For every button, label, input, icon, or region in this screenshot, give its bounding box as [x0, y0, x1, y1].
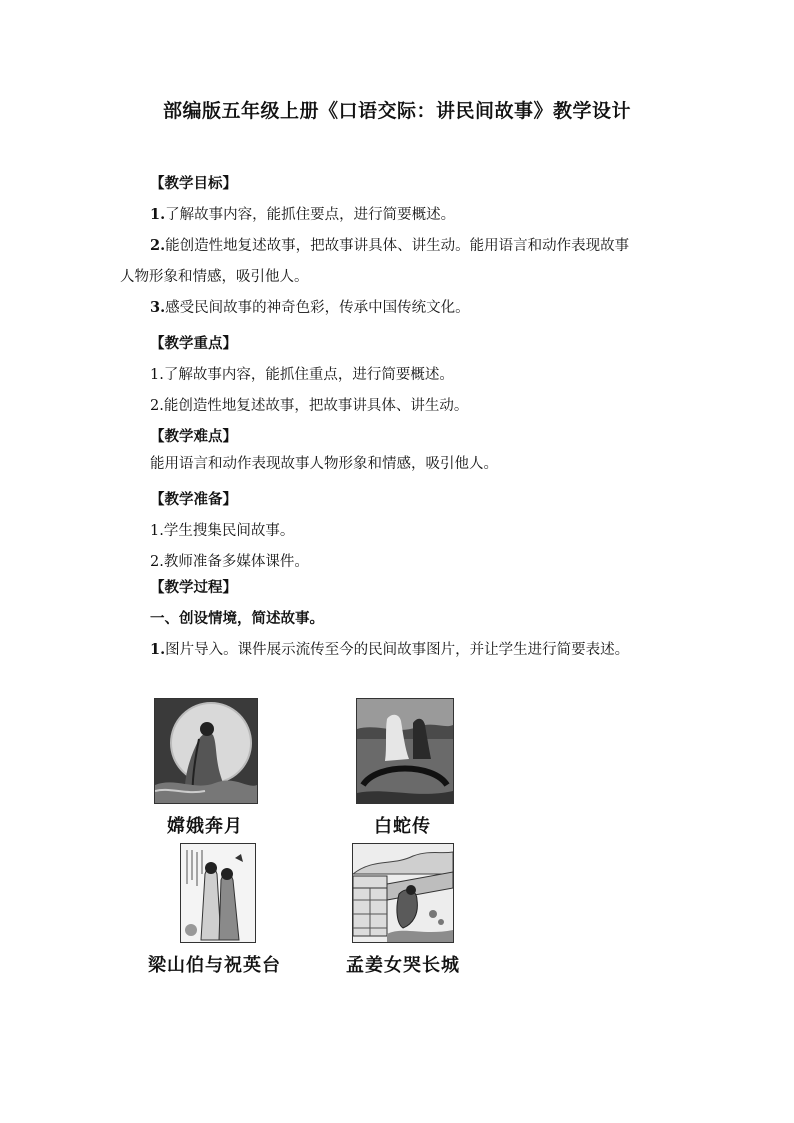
goal-item-1-num: 1.: [150, 206, 166, 223]
chang-e-moon-illustration: [154, 698, 258, 804]
goals-heading: 【教学目标】: [150, 176, 237, 192]
caption-chang-e: 嫦娥奔月: [167, 816, 243, 837]
goal-item-1-text: 了解故事内容，能抓住要点，进行简要概述。: [165, 207, 456, 223]
goal-item-2: [150, 234, 629, 255]
preparation-heading: 【教学准备】: [150, 492, 237, 508]
goal-item-3: [150, 296, 470, 317]
preparation-item-2: 2.教师准备多媒体课件。: [150, 554, 309, 570]
goal-item-1: [150, 203, 455, 224]
caption-meng-jiangnu: 孟姜女哭长城: [346, 955, 460, 976]
preparation-item-1: 1.学生搜集民间故事。: [150, 523, 295, 539]
difficulty-heading: 【教学难点】: [150, 429, 237, 445]
goal-item-3-num: 3.: [150, 299, 166, 316]
goal-item-2-text: 能创造性地复述故事，把故事讲具体、讲生动。能用语言和动作表现故事: [165, 238, 630, 254]
key-point-item-2: 2.能创造性地复述故事，把故事讲具体、讲生动。: [150, 398, 469, 414]
meng-jiangnu-great-wall-illustration: [352, 843, 454, 943]
process-step-1-text: 图片导入。课件展示流传至今的民间故事图片，并让学生进行简要表述。: [165, 642, 630, 658]
white-snake-illustration: [356, 698, 454, 804]
goal-item-3-text: 感受民间故事的神奇色彩，传承中国传统文化。: [165, 300, 470, 316]
goal-item-2-num: 2.: [150, 237, 166, 254]
key-point-item-1: 1.了解故事内容，能抓住重点，进行简要概述。: [150, 367, 454, 383]
liang-zhu-illustration: [180, 843, 256, 943]
caption-white-snake: 白蛇传: [374, 816, 431, 837]
document-title: 部编版五年级上册《口语交际：讲民间故事》教学设计: [162, 100, 631, 122]
process-step-1: [150, 638, 629, 659]
process-section-1: 一、创设情境，简述故事。: [150, 611, 324, 627]
difficulty-text: 能用语言和动作表现故事人物形象和情感，吸引他人。: [150, 456, 498, 472]
key-points-heading: 【教学重点】: [150, 336, 237, 352]
caption-liang-zhu: 梁山伯与祝英台: [148, 955, 281, 976]
goal-item-2-continuation: 人物形象和情感，吸引他人。: [120, 269, 309, 285]
process-step-1-num: 1.: [150, 641, 166, 658]
process-heading: 【教学过程】: [150, 580, 237, 596]
